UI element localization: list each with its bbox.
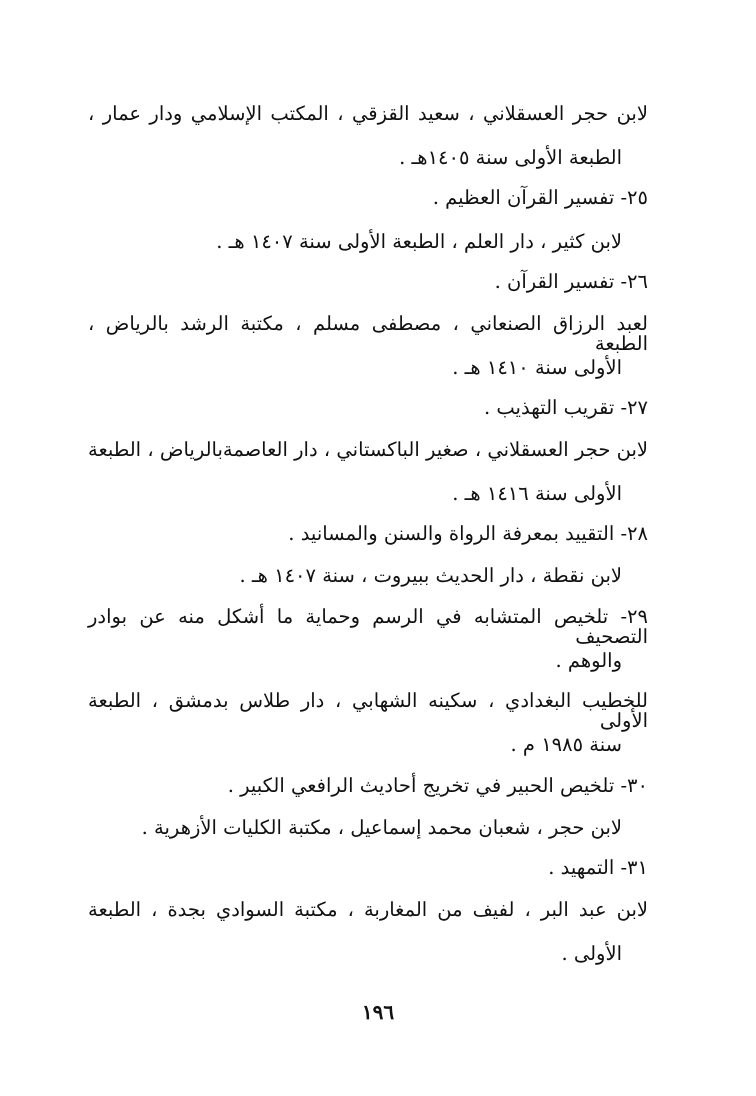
entry-27-details-line-1: لابن حجر العسقلاني ، صغير الباكستاني ، دار العاصمةبالرياض ، الطبعة xyxy=(88,438,648,461)
entry-29-title-line-1: ٢٩- تلخيص المتشابه في الرسم وحماية ما أشكل منه عن بوادر التصحيف xyxy=(88,605,648,648)
entry-30-details: لابن حجر ، شعبان محمد إسماعيل ، مكتبة الكليات الأزهرية . xyxy=(141,816,622,839)
entry-31-details-line-1: لابن عبد البر ، لفيف من المغاربة ، مكتبة السوادي بجدة ، الطبعة xyxy=(88,898,648,921)
entry-29-title-line-2: والوهم . xyxy=(555,649,622,672)
entry-26-details-line-1: لعبد الرزاق الصنعاني ، مصطفى مسلم ، مكتبة الرشد بالرياض ، الطبعة xyxy=(88,312,648,355)
entry-26-details-line-2: الأولى سنة ١٤١٠ هـ . xyxy=(452,356,622,379)
entry-29-details-line-2: سنة ١٩٨٥ م . xyxy=(510,733,622,756)
entry-25-title: ٢٥- تفسير القرآن العظيم . xyxy=(432,186,648,209)
entry-26-title: ٢٦- تفسير القرآن . xyxy=(494,270,648,293)
entry-31-title: ٣١- التمهيد . xyxy=(548,856,648,879)
page-number: ١٩٦ xyxy=(361,1000,395,1024)
entry-24-details-line-1: لابن حجر العسقلاني ، سعيد القزقي ، المكتب الإسلامي ودار عمار ، xyxy=(88,102,648,125)
entry-27-title: ٢٧- تقريب التهذيب . xyxy=(483,396,648,419)
entry-30-title: ٣٠- تلخيص الحبير في تخريج أحاديث الرافعي الكبير . xyxy=(227,774,648,797)
entry-25-details: لابن كثير ، دار العلم ، الطبعة الأولى سنة ١٤٠٧ هـ . xyxy=(216,230,622,253)
entry-31-details-line-2: الأولى . xyxy=(561,942,622,965)
entry-28-details: لابن نقطة ، دار الحديث ببيروت ، سنة ١٤٠٧ هـ . xyxy=(239,564,622,587)
entry-28-title: ٢٨- التقييد بمعرفة الرواة والسنن والمسانيد . xyxy=(288,522,648,545)
entry-24-details-line-2: الطبعة الأولى سنة ١٤٠٥هـ . xyxy=(399,146,622,169)
entry-27-details-line-2: الأولى سنة ١٤١٦ هـ . xyxy=(452,482,622,505)
entry-29-details-line-1: للخطيب البغدادي ، سكينه الشهابي ، دار طلاس بدمشق ، الطبعة الأولى xyxy=(88,689,648,732)
